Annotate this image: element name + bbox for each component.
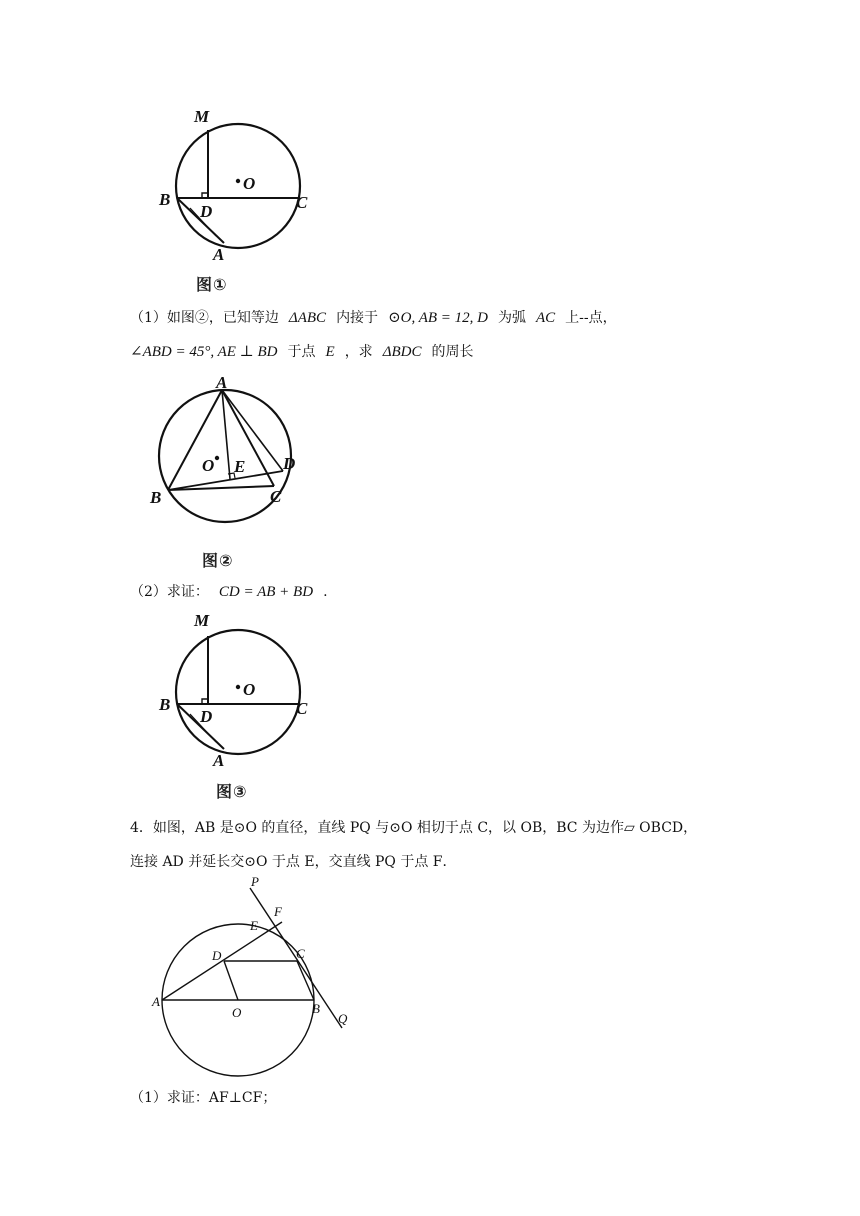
label-D: D (212, 948, 222, 963)
label-M: M (194, 611, 210, 630)
label-P: P (251, 874, 259, 889)
label-D: D (283, 454, 296, 473)
label-B: B (159, 190, 171, 209)
label-D: D (200, 707, 213, 726)
question-1-line-1: （1）如图②，已知等边 ΔABC 内接于 ⊙O, AB = 12, D 为弧 AC 上--点， (130, 310, 617, 326)
label-O: O (243, 680, 256, 699)
label-O: O (243, 174, 256, 193)
label-E: E (234, 457, 246, 476)
label-C: C (296, 193, 308, 212)
label-C: C (296, 699, 308, 718)
label-A: A (216, 373, 228, 392)
figure-4 (150, 874, 360, 1078)
figure-2-diagram (140, 373, 320, 526)
figure-2-caption: 图② (202, 551, 234, 570)
figure-3-diagram (150, 606, 350, 806)
figure-1 (150, 100, 350, 300)
label-M: M (194, 107, 210, 126)
figure-4-diagram (150, 874, 360, 1078)
label-C: C (296, 946, 305, 961)
label-A: A (213, 751, 225, 770)
question-2: （2）求证： CD = AB + BD . (130, 584, 328, 600)
label-A: A (213, 245, 225, 264)
label-A: A (152, 994, 160, 1009)
problem-4-line-1: 4．如图，AB 是⊙O 的直径，直线 PQ 与⊙O 相切于点 C，以 OB，BC 为边作▱ OBCD， (130, 820, 698, 836)
question-1-line-2: ∠ABD = 45°, AE ⊥ BD 于点 E ，求 ΔBDC 的周长 (130, 344, 474, 360)
label-O: O (202, 456, 215, 475)
problem-4-line-2: 连接 AD 并延长交⊙O 于点 E，交直线 PQ 于点 F． (130, 854, 457, 870)
label-B: B (312, 1001, 320, 1016)
label-O: O (232, 1005, 242, 1020)
label-B: B (150, 488, 162, 507)
label-C: C (270, 487, 282, 506)
figure-3-caption: 图③ (216, 782, 248, 801)
label-D: D (200, 202, 213, 221)
figure-3 (150, 606, 350, 806)
figure-1-diagram (150, 100, 350, 300)
problem-4-question-1: （1）求证：AF⊥CF； (130, 1090, 277, 1106)
label-F: F (274, 904, 282, 919)
label-E: E (250, 918, 258, 933)
figure-1-caption: 图① (196, 275, 228, 294)
label-Q: Q (338, 1011, 348, 1026)
figure-2 (140, 373, 320, 526)
label-B: B (159, 695, 171, 714)
